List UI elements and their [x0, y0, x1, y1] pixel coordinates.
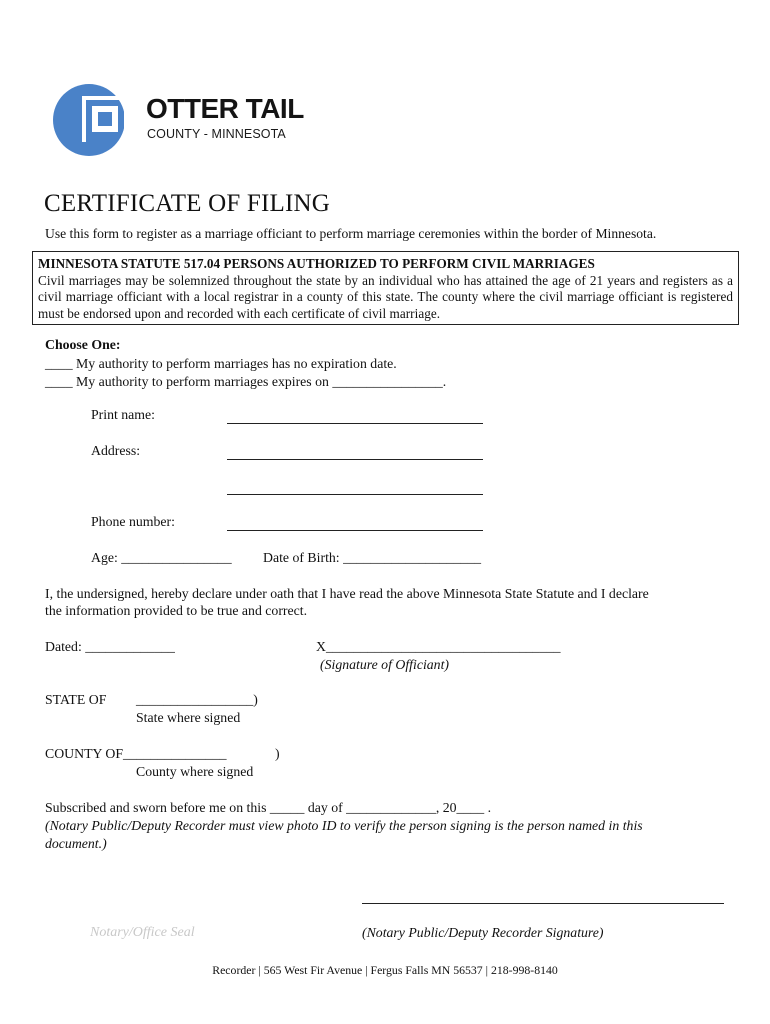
logo-subtitle: COUNTY - MINNESOTA: [147, 127, 286, 141]
officiant-signature-line[interactable]: X__________________________________: [316, 639, 561, 654]
dated-field[interactable]: Dated: _____________: [45, 639, 175, 654]
phone-line[interactable]: [227, 530, 483, 531]
phone-label: Phone number:: [91, 514, 175, 529]
declaration-line-2: the information provided to be true and correct.: [45, 603, 308, 618]
dob-field[interactable]: Date of Birth: ____________________: [263, 550, 482, 565]
age-field[interactable]: Age: ________________: [91, 550, 232, 565]
statute-text: Civil marriages may be solemnized throughout the state by an individual who has attained the age of 21 years and registers as a civil marriage officiant with a local registrar in a county of this state. The county where the civil marriage officiant is registered must be endorsed upon and recorded with each certificate of civil marriage.: [38, 272, 733, 321]
notary-note-line-1: (Notary Public/Deputy Recorder must view photo ID to verify the person signing is the person named in this: [45, 818, 643, 833]
choose-heading: Choose One:: [45, 337, 121, 352]
intro-text: Use this form to register as a marriage officiant to perform marriage ceremonies within the border of Minnesota.: [45, 226, 657, 241]
notary-seal-placeholder: Notary/Office Seal: [90, 925, 195, 940]
county-paren: ): [275, 746, 280, 761]
officiant-signature-caption: (Signature of Officiant): [320, 657, 450, 672]
page-title: CERTIFICATE OF FILING: [44, 190, 331, 217]
state-field[interactable]: _________________): [136, 692, 258, 707]
print-name-line[interactable]: [227, 423, 483, 424]
footer-address: Recorder | 565 West Fir Avenue | Fergus Falls MN 56537 | 218-998-8140: [212, 963, 558, 977]
option-no-expiration[interactable]: ____ My authority to perform marriages has no expiration date.: [45, 356, 397, 371]
address-label: Address:: [91, 443, 141, 458]
address-line-1[interactable]: [227, 459, 483, 460]
print-name-label: Print name:: [91, 407, 155, 422]
notary-note-line-2: document.): [45, 836, 107, 851]
statute-box: [32, 251, 739, 325]
otter-tail-logo-icon: [52, 82, 132, 158]
notary-signature-caption: (Notary Public/Deputy Recorder Signature): [362, 925, 604, 940]
state-label: STATE OF: [45, 692, 107, 707]
county-field[interactable]: COUNTY OF_______________: [45, 746, 227, 761]
state-caption: State where signed: [136, 710, 241, 725]
county-caption: County where signed: [136, 764, 254, 779]
sworn-statement[interactable]: Subscribed and sworn before me on this _____ day of _____________, 20____ .: [45, 800, 492, 815]
option-expires[interactable]: ____ My authority to perform marriages expires on ________________.: [45, 374, 447, 389]
statute-heading: MINNESOTA STATUTE 517.04 PERSONS AUTHORIZED TO PERFORM CIVIL MARRIAGES: [38, 256, 595, 271]
notary-signature-line[interactable]: [362, 903, 724, 904]
address-line-2[interactable]: [227, 494, 483, 495]
declaration-line-1: I, the undersigned, hereby declare under oath that I have read the above Minnesota State Statute and I declare: [45, 586, 649, 601]
logo-title: OTTER TAIL: [146, 93, 304, 124]
